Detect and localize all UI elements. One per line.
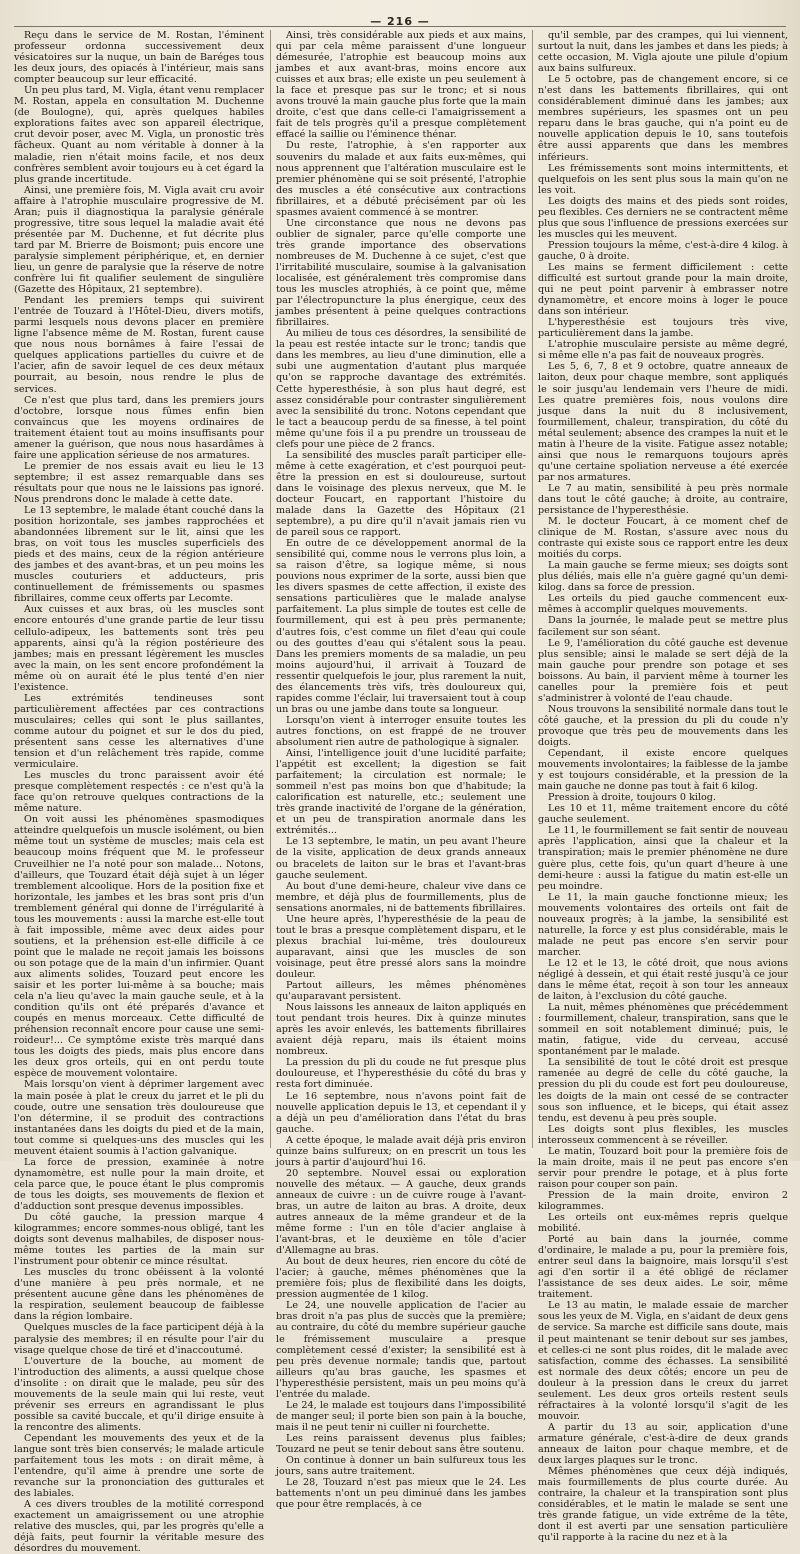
- page-number: — 216 —: [370, 15, 430, 28]
- paragraph: Les frémissements sont moins intermittents, et quelquefois on les sent plus sous la main qu'on ne les voit.: [538, 162, 788, 196]
- column-2: [276, 30, 526, 1511]
- paragraph: On voit aussi les phénomènes spasmodiques atteindre quelquefois un muscle isolément, ou bien même tout un système de muscles; mais cela est beaucoup moins fréquent que M. le professeur Cruveilhier ne l'a noté pour son malade... Notons, d'ailleurs, que Touzard était déjà sujet à un léger tremblement alcoolique. Hors de la position fixe et horizontale, les jambes et les bras sont pris d'un tremblement général qui donne de l'irrégularité à tous les mouvements : aussi la marche est-elle tout à fait impossible, même avec deux aides pour soutiens, et la préhension est-elle difficile à ce point que le malade ne reçoit jamais les boissons ou son potage que de la main d'un infirmier. Quant aux aliments solides, Touzard peut encore les saisir et les porter lui-même à sa bouche; mais cela n'a lieu qu'avec la main gauche seule, et à la condition qu'ils ont été préparés d'avance et coupés en menus morceaux. Cette difficulté de préhension reconnaît encore pour cause une semi-roideur!... Ce symptôme existe très marqué dans tous les doigts des pieds, mais plus encore dans les deux gros orteils, qui en ont perdu toute espèce de mouvement volontaire.: [14, 814, 264, 1080]
- paragraph: Mêmes phénomènes que ceux déjà indiqués, mais fourmillements de plus courte durée. Au contraire, la chaleur et la transpiration sont plus considérables, et le matin le malade se sent une très grande fatigue, un vide extrême de la tête, dont il est averti par une sensation particulière qu'il rapporte à la racine du nez et à la: [538, 1466, 788, 1544]
- paragraph: Cependant les mouvements des yeux et de la langue sont très bien conservés; le malade articule parfaitement tous les mots : on dirait même, à l'entendre, qu'il aime à prendre une sorte de revanche sur la prononciation des gutturales et des labiales.: [14, 1432, 264, 1500]
- paragraph: Le 13 au matin, le malade essaie de marcher sous les yeux de M. Vigla, en s'aidant de deux gens de service. Sa marche est difficile sans doute, mais il peut maintenant se tenir debout sur ses jambes, et celles-ci ne sont plus roides, dit le malade avec satisfaction, comme des échasses. La sensibilité est normale des deux côtés; encore un peu de douleur à la pression dans le creux du jarret seulement. Les deux gros orteils restent seuls réfractaires à la volonté lorsqu'il s'agit de les mouvoir.: [538, 1300, 788, 1422]
- paragraph: Les doigts sont plus flexibles, les muscles interosseux commencent à se réveiller.: [538, 1123, 788, 1146]
- column-1: [14, 30, 264, 1554]
- paragraph: La nuit, mêmes phénomènes que précédemment : fourmillement, chaleur, transpiration, sans que le sommeil en soit notablement diminué; puis, le matin, fatigue, vide du cerveau, accusé spontanément par le malade.: [538, 1002, 788, 1058]
- paragraph: Les 5, 6, 7, 8 et 9 octobre, quatre anneaux de laiton, deux pour chaque membre, sont appliqués le soir jusqu'au lendemain vers l'heure de midi. Les quatre premières fois, nous voulons dire jusque dans la nuit du 8 inclusivement, fourmillement, chaleur, transpiration, du côté du métal seulement; absence des crampes la nuit et le matin à l'heure de la visite. Fatigue assez notable; ainsi que nous le remarquons toujours après qu'une certaine spoliation nerveuse a été exercée par nos armatures.: [538, 361, 788, 483]
- paragraph: La main gauche se ferme mieux; ses doigts sont plus déliés, mais elle n'a guère gagné qu'un demi-kilog. dans sa force de pression.: [538, 560, 788, 594]
- paragraph: Reçu dans le service de M. Rostan, l'éminent professeur ordonna successivement deux vésicatoires sur la nuque, un bain de Baréges tous les deux jours, des opiacés à l'intérieur, mais sans compter beaucoup sur leur efficacité.: [14, 30, 264, 86]
- paragraph: Le 9, l'amélioration du côté gauche est devenue plus sensible; ainsi le malade se sert déjà de la main gauche pour prendre son potage et ses boissons. Au bain, il parvient même à tourner les canelles pour la première fois et peut s'administrer à volonté de l'eau chaude.: [538, 637, 788, 704]
- paragraph: Le 13 septembre, le matin, un peu avant l'heure de la visite, application de deux grands anneaux ou bracelets de laiton sur le bras et l'avant-bras gauche seulement.: [276, 836, 526, 881]
- paragraph: Le 11, la main gauche fonctionne mieux; les mouvements volontaires des orteils ont fait de nouveaux progrès; à la jambe, la sensibilité est naturelle, la force y est plus considérable, mais le malade ne peut pas encore s'en servir pour marcher.: [538, 891, 788, 958]
- paragraph: Cependant, il existe encore quelques mouvements involontaires; la faiblesse de la jambe y est toujours considérable, et la pression de la main gauche ne donne pas tout à fait 6 kilog.: [538, 748, 788, 793]
- paragraph: Ainsi, très considérable aux pieds et aux mains, qui par cela même paraissent d'une longueur démesurée, l'atrophie est beaucoup moins aux jambes et aux avant-bras, moins encore aux cuisses et aux bras; elle existe un peu seulement à la face et presque pas sur le tronc; et si nous avons trouvé la main gauche plus forte que la main droite, c'est que dans celle-ci l'amaigrissement a fait de tels progrès qu'il a presque complètement effacé la saillie ou l'éminence thénar.: [276, 30, 526, 141]
- paragraph: Les muscles du tronc obéissent à la volonté d'une manière à peu près normale, et ne présentent aucune gêne dans les phénomènes de la respiration, seulement beaucoup de faiblesse dans la région lombaire.: [14, 1267, 264, 1323]
- paragraph: Le 13 septembre, le malade étant couché dans la position horizontale, ses jambes rapprochées et abandonnées librement sur le lit, ainsi que les bras, on voit tous les muscles superficiels des pieds et des mains, ceux de la région antérieure des jambes et des avant-bras, et un peu moins les muscles couturiers et adducteurs, pris continuellement de frémissements ou spasmes fibrillaires, comme ceux offerts par Lecomte.: [14, 505, 264, 605]
- paragraph: Les doigts des mains et des pieds sont roides, peu flexibles. Ces derniers ne se contractent même plus que sous l'influence de pressions exercées sur les muscles qui les meuvent.: [538, 195, 788, 240]
- paragraph: Porté au bain dans la journée, comme d'ordinaire, le malade a pu, pour la première fois, entrer seul dans la baignoire, mais lorsqu'il s'est agi d'en sortir il a été obligé de réclamer l'assistance de ses deux aides. Le soir, même traitement.: [538, 1234, 788, 1301]
- paragraph: Les muscles du tronc paraissent avoir été presque complètement respectés : ce n'est qu'à la face qu'on retrouve quelques contractions de la même nature.: [14, 770, 264, 815]
- paragraph: Le 16 septembre, nous n'avons point fait de nouvelle application depuis le 13, et cependant il y a déjà un peu d'amélioration dans l'état du bras gauche.: [276, 1090, 526, 1135]
- paragraph: La sensibilité des muscles paraît participer elle-même à cette exagération, et c'est pourquoi peut-être la pression en est si douloureuse, surtout dans le voisinage des plexus nerveux, que M. le docteur Foucart, en rapportant l'histoire du malade dans la Gazette des Hôpitaux (21 septembre), a pu dire qu'il n'avait jamais rien vu de pareil sous ce rapport.: [276, 449, 526, 539]
- paragraph: Quelques muscles de la face participent déjà à la paralysie des membres; il en résulte pour l'air du visage quelque chose de tiré et d'inaccoutumé.: [14, 1322, 264, 1356]
- paragraph: La pression du pli du coude ne fut presque plus douloureuse, et l'hyperesthésie du côté du bras y resta fort diminuée.: [276, 1057, 526, 1091]
- paragraph: M. le docteur Foucart, à ce moment chef de clinique de M. Rostan, s'assure avec nous du contraste qui existe sous ce rapport entre les deux moitiés du corps.: [538, 516, 788, 561]
- paragraph: Le 24, le malade est toujours dans l'impossibilité de manger seul; il porte bien son pain à la bouche, mais il ne peut tenir ni cuiller ni fourchette.: [276, 1399, 526, 1433]
- paragraph: L'ouverture de la bouche, au moment de l'introduction des aliments, a aussi quelque chose d'insolite : on dirait que le malade, peu sûr des mouvements de la seule main qui lui reste, veut prévenir ses erreurs en agrandissant le plus possible sa cavité buccale, et qu'il dirige ensuite à la rencontre des aliments.: [14, 1355, 264, 1433]
- paragraph: Les orteils ont eux-mêmes repris quelque mobilité.: [538, 1212, 788, 1235]
- paragraph: Du côté gauche, la pression marque 4 kilogrammes; encore sommes-nous obligé, tant les doigts sont devenus malhabiles, de disposer nous-même toutes les parties de la main sur l'instrument pour obtenir ce mince résultat.: [14, 1212, 264, 1268]
- paragraph: Ce n'est que plus tard, dans les premiers jours d'octobre, lorsque nous fûmes enfin bien convaincus que les moyens ordinaires de traitement étaient tout au moins insuffisants pour amener la guérison, que nous nous hasardâmes à faire une application sérieuse de nos armatures.: [14, 394, 264, 461]
- paragraph: Au bout de deux heures, rien encore du côté de l'acier; à gauche, mêmes phénomènes que la première fois; plus de flexibilité dans les doigts, pression augmentée de 1 kilog.: [276, 1256, 526, 1301]
- paragraph: Les mains se ferment difficilement : cette difficulté est surtout grande pour la main droite, qui ne peut point parvenir à embrasser notre dynamomètre, et encore moins à loger le pouce dans son intérieur.: [538, 261, 788, 318]
- column-divider-2: [532, 30, 533, 1148]
- paragraph: Nous trouvons la sensibilité normale dans tout le côté gauche, et la pression du pli du coude n'y provoque que très peu de mouvements dans les doigts.: [538, 703, 788, 748]
- paragraph: A cette époque, le malade avait déjà pris environ quinze bains sulfureux; on en prescrit un tous les jours à partir d'aujourd'hui 16.: [276, 1134, 526, 1168]
- paragraph: Aux cuisses et aux bras, où les muscles sont encore entourés d'une grande partie de leur tissu cellulo-adipeux, les battements sont très peu apparents, ainsi qu'à la région postérieure des jambes; mais en pressant légèrement les muscles avec la main, on les sent encore profondément la même où on aurait été le plus tenté d'en nier l'existence.: [14, 604, 264, 693]
- paragraph: Une heure après, l'hyperesthésie de la peau de tout le bras a presque complètement disparu, et le plexus brachial lui-même, très douloureux auparavant, ainsi que les muscles de son voisinage, peut être pressé alors sans la moindre douleur.: [276, 913, 526, 980]
- paragraph: Mais lorsqu'on vient à déprimer largement avec la main posée à plat le creux du jarret et le pli du coude, outre une sensation très douloureuse que l'on détermine, il se produit des contractions instantanées dans les doigts du pied et de la main, tout comme si quelques-uns des muscles qui les meuvent étaient soumis à l'action galvanique.: [14, 1079, 264, 1157]
- paragraph: On continue à donner un bain sulfureux tous les jours, sans autre traitement.: [276, 1455, 526, 1478]
- column-3: [538, 30, 788, 1544]
- paragraph: Le premier de nos essais avait eu lieu le 13 septembre; il est assez remarquable dans ses résultats pour que nous ne le laissions pas ignoré. Nous prendrons donc le malade à cette date.: [14, 460, 264, 505]
- paragraph: Les orteils du pied gauche commencent eux-mêmes à accomplir quelques mouvements.: [538, 593, 788, 616]
- paragraph: Au bout d'une demi-heure, chaleur vive dans ce membre, et déjà plus de fourmillements, plus de sensations anormales, ni de battements fibrillaires.: [276, 880, 526, 914]
- paragraph: Un peu plus tard, M. Vigla, étant venu remplacer M. Rostan, appela en consultation M. Duchenne (de Boulogne), qui, après quelques habiles explorations faites avec son appareil électrique, crut devoir poser, avec M. Vigla, un pronostic très fâcheux. Quant au nom véritable à donner à la maladie, rien n'était moins facile, et nos deux confrères semblent avoir toujours eu à cet égard la plus grande incertitude.: [14, 85, 264, 185]
- paragraph: La sensibilité de tout le côté droit est presque ramenée au degré de celle du côté gauche, la pression du pli du coude est fort peu douloureuse, les doigts de la main ont cessé de se contracter sous son influence, et le biceps, qui était assez tendu, est devenu à peu près souple.: [538, 1057, 788, 1124]
- paragraph: L'hyperesthésie est toujours très vive, particulièrement dans la jambe.: [538, 317, 788, 340]
- paragraph: qu'il semble, par des crampes, qui lui viennent, surtout la nuit, dans les jambes et dans les pieds; à cette occasion, M. Vigla ajoute une pilule d'opium aux bains sulfureux.: [538, 30, 788, 75]
- header-rule: [14, 26, 786, 27]
- paragraph: Pression de la main droite, environ 2 kilogrammes.: [538, 1189, 788, 1212]
- paragraph: Pendant les premiers temps qui suivirent l'entrée de Touzard à l'Hôtel-Dieu, divers motifs, parmi lesquels nous devons placer en première ligne l'absence même de M. Rostan, furent cause que nous nous bornâmes à faire l'essai de quelques applications partielles du cuivre et de l'acier, afin de savoir lequel de ces deux métaux pourrait, au besoin, nous rendre le plus de services.: [14, 295, 264, 395]
- paragraph: L'atrophie musculaire persiste au même degré, si même elle n'a pas fait de nouveaux progrès.: [538, 339, 788, 362]
- paragraph: Les 10 et 11, même traitement encore du côté gauche seulement.: [538, 803, 788, 826]
- paragraph: Le 7 au matin, sensibilité à peu près normale dans tout le côté gauche; à droite, au contraire, persistance de l'hyperesthésie.: [538, 482, 788, 517]
- paragraph: Les reins paraissent devenus plus faibles; Touzard ne peut se tenir debout sans être soutenu.: [276, 1432, 526, 1455]
- paragraph: Pression à droite, toujours 0 kilog.: [548, 792, 716, 804]
- paragraph: Partout ailleurs, les mêmes phénomènes qu'auparavant persistent.: [276, 980, 526, 1003]
- column-divider-1: [270, 30, 271, 1148]
- paragraph: Lorsqu'on vient à interroger ensuite toutes les autres fonctions, on est frappé de ne trouver absolument rien autre de pathologique à signaler.: [276, 714, 526, 748]
- paragraph: Ainsi, l'intelligence jouit d'une lucidité parfaite; l'appétit est excellent; la digestion se fait parfaitement; la circulation est normale; le sommeil n'est pas moins bon que d'habitude; la calorification est naturelle, etc.; seulement une très grande inactivité de l'organe de la génération, et un peu de transpiration anormale dans les extrémités...: [276, 748, 526, 837]
- paragraph: Le matin, Touzard boit pour la première fois de la main droite, mais il ne peut pas encore s'en servir pour prendre le potage, et à plus forte raison pour couper son pain.: [538, 1145, 788, 1190]
- paragraph: Au milieu de tous ces désordres, la sensibilité de la peau est restée intacte sur le tronc; tandis que dans les membres, au lieu d'une diminution, elle a subi une augmentation d'autant plus marquée qu'on se rapproche davantage des extrémités. Cette hyperesthésie, à son plus haut degré, est assez considérable pour contraster singulièrement avec la sensibilité du tronc. Notons cependant que le tact a beaucoup perdu de sa finesse, à tel point même qu'une fois il a pu prendre un trousseau de clefs pour une pièce de 2 francs.: [276, 328, 526, 450]
- paragraph: Les extrémités tendineuses sont particulièrement affectées par ces contractions musculaires; celles qui sont le plus saillantes, comme autour du poignet et sur le dos du pied, présentent sans cesse les alternatives d'une tension et d'un relâchement très rapide, comme vermiculaire.: [14, 692, 264, 771]
- paragraph: Pression toujours la même, c'est-à-dire 4 kilog. à gauche, 0 à droite.: [538, 239, 788, 262]
- paragraph: Dans la journée, le malade peut se mettre plus facilement sur son séant.: [538, 615, 788, 638]
- paragraph: Le 12 et le 13, le côté droit, que nous avions négligé à dessein, et qui était resté jusqu'à ce jour dans le même état, reçoit à son tour les anneaux de laiton, à l'exclusion du côté gauche.: [538, 957, 788, 1003]
- paragraph: Ainsi, une première fois, M. Vigla avait cru avoir affaire à l'atrophie musculaire progressive de M. Aran; puis il diagnostiqua la paralysie générale progressive, titre sous lequel la maladie avait été présentée par M. Duchenne, et fut décrite plus tard par M. Brierre de Boismont; puis encore une paralysie simplement périphérique, et, en dernier lieu, un genre de paralysie que la réserve de notre confrère lui fit qualifier seulement de singulière (Gazette des Hôpitaux, 21 septembre).: [14, 184, 264, 296]
- paragraph: Une circonstance que nous ne devons pas oublier de signaler, parce qu'elle comporte une très grande importance des observations nombreuses de M. Duchenne à ce sujet, c'est que l'irritabilité musculaire, soumise à la galvanisation localisée, est généralement très compromise dans tous les muscles atrophiés, à ce point que, même par l'électropuncture la plus énergique, ceux des jambes présentent à peine quelques contractions fibrillaires.: [276, 217, 526, 329]
- paragraph: En outre de ce développement anormal de la sensibilité qui, comme nous le verrons plus loin, a sa raison d'être, sa logique même, si nous pouvions nous exprimer de la sorte, aussi bien que les divers spasmes de cette affection, il existe des sensations particulières que le malade analyse parfaitement. La plus simple de toutes est celle de fourmillement, qui est à peu près permanente; d'autres fois, c'est comme un filet d'eau qui coule ou des gouttes d'eau qui s'étalent sous la peau. Dans les premiers moments de sa maladie, un peu moins aujourd'hui, il arrivait à Touzard de ressentir quelquefois le jour, plus rarement la nuit, des élancements très vifs, très douloureux qui, rapides comme l'éclair, lui traversaient tout à coup un bras ou une jambe dans toute sa longueur.: [276, 538, 526, 715]
- paragraph: 20 septembre. Nouvel essai ou exploration nouvelle des métaux. — A gauche, deux grands anneaux de cuivre : un de cuivre rouge à l'avant-bras, un autre de laiton au bras. A droite, deux autres anneaux de la même grandeur et de la même forme : l'un en tôle d'acier anglaise à l'avant-bras, et le deuxième en tôle d'acier d'Allemagne au bras.: [276, 1167, 526, 1257]
- paragraph: Nous laissons les anneaux de laiton appliqués en tout pendant trois heures. Dix à quinze minutes après les avoir enlevés, les battements fibrillaires avaient déjà reparu, mais ils étaient moins nombreux.: [276, 1002, 526, 1058]
- paragraph: A ces divers troubles de la motilité correspond exactement un amaigrissement ou une atrophie relative des muscles, qui, par les progrès qu'elle a déjà faits, peut fournir la véritable mesure des désordres du mouvement.: [14, 1499, 264, 1554]
- paragraph: Le 24, une nouvelle application de l'acier au bras droit n'a pas plus de succès que la première; au contraire, du côté du membre supérieur gauche le frémissement musculaire a presque complètement cessé d'exister; la sensibilité est à peu près devenue normale; tandis que, partout ailleurs qu'au bras gauche, les spasmes et l'hyperesthésie persistent, mais un peu moins qu'à l'entrée du malade.: [276, 1300, 526, 1400]
- paragraph: La force de pression, examinée à notre dynamomètre, est nulle pour la main droite, et cela parce que, le pouce étant le plus compromis de tous les doigts, ses mouvements de flexion et d'adduction sont presque devenus impossibles.: [14, 1156, 264, 1212]
- paragraph: A partir du 13 au soir, application d'une armature générale, c'est-à-dire de deux grands anneaux de laiton pour chaque membre, et de deux larges plaques sur le tronc.: [538, 1421, 788, 1467]
- paragraph: Le 5 octobre, pas de changement encore, si ce n'est dans les battements fibrillaires, qui ont considérablement diminué dans les jambes; aux membres supérieurs, les spasmes ont un peu reparu dans le bras gauche, qui n'a point eu de nouvelle application depuis le 10, sans toutefois être aussi apparents que dans les membres inférieurs.: [538, 74, 788, 163]
- paragraph: Le 11, le fourmillement se fait sentir de nouveau après l'application, ainsi que la chaleur et la transpiration; mais le premier phénomène ne dure guère plus, cette fois, qu'un quart d'heure à une demi-heure : aussi la fatigue du matin est-elle un peu moindre.: [538, 825, 788, 892]
- paragraph: Du reste, l'atrophie, à s'en rapporter aux souvenirs du malade et aux faits eux-mêmes, qui nous apprennent que l'altération musculaire est le premier phénomène qui se soit présenté, l'atrophie des muscles a été consécutive aux contractions fibrillaires, et a débuté précisément par où les spasmes avaient commencé à se montrer.: [276, 140, 526, 218]
- paragraph: Le 28, Touzard n'est pas mieux que le 24. Les battements n'ont un peu diminué dans les jambes que pour être remplacés, à ce: [276, 1477, 526, 1511]
